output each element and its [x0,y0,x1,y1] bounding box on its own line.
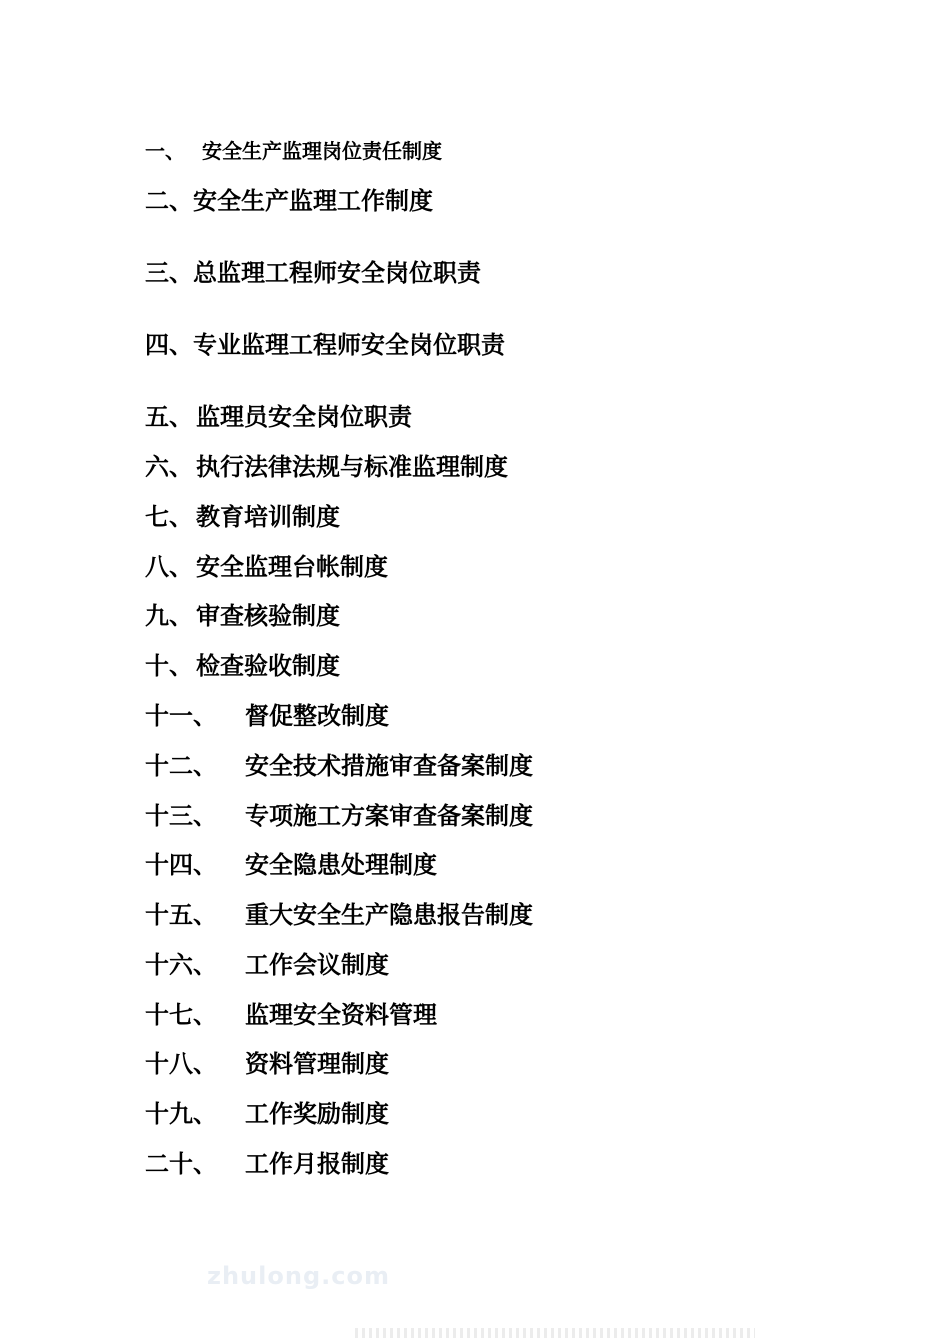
toc-item-title: 安全技术措施审查备案制度 [245,752,533,780]
toc-item-number: 十二、 [145,752,217,780]
toc-item-6 [145,452,508,482]
toc-item-20 [145,1149,389,1179]
toc-item-16 [145,950,389,980]
toc-item-number: 四、 [145,331,193,359]
toc-item-title: 安全生产监理工作制度 [193,187,433,215]
toc-item-number: 二十、 [145,1150,217,1178]
toc-item-10 [145,651,340,681]
toc-item-number: 十八、 [145,1050,217,1078]
toc-item-15 [145,900,533,930]
toc-item-title: 安全监理台帐制度 [196,553,388,581]
toc-item-title: 专项施工方案审查备案制度 [245,802,533,830]
toc-item-title: 监理安全资料管理 [245,1001,437,1029]
toc-item-number: 十四、 [145,851,217,879]
toc-item-5 [145,402,412,432]
toc-item-9 [145,601,340,631]
toc-item-number: 十、 [145,652,193,680]
toc-item-number: 九、 [145,602,193,630]
toc-item-12 [145,751,533,781]
toc-item-title: 执行法律法规与标准监理制度 [196,453,508,481]
toc-item-title: 资料管理制度 [245,1050,389,1078]
toc-item-title: 检查验收制度 [196,652,340,680]
toc-item-14 [145,850,437,880]
toc-item-number: 一、 [145,139,185,163]
toc-item-17 [145,1000,437,1030]
toc-item-number: 七、 [145,503,193,531]
toc-item-2 [145,186,433,216]
toc-item-1 [145,136,442,166]
toc-item-number: 十六、 [145,951,217,979]
toc-item-title: 总监理工程师安全岗位职责 [193,259,481,287]
toc-item-19 [145,1099,389,1129]
toc-item-title: 安全隐患处理制度 [245,851,437,879]
toc-item-number: 十三、 [145,802,217,830]
toc-item-title: 工作会议制度 [245,951,389,979]
toc-item-title: 工作月报制度 [245,1150,389,1178]
toc-item-8 [145,552,388,582]
toc-item-title: 工作奖励制度 [245,1100,389,1128]
toc-item-number: 十九、 [145,1100,217,1128]
toc-item-18 [145,1049,389,1079]
toc-item-number: 三、 [145,259,193,287]
toc-item-title: 督促整改制度 [245,702,389,730]
watermark: zhulong.com [207,1262,390,1290]
toc-item-11 [145,701,389,731]
toc-item-7 [145,502,340,532]
toc-item-number: 十五、 [145,901,217,929]
toc-item-number: 二、 [145,187,193,215]
toc-item-13 [145,801,533,831]
toc-item-number: 八、 [145,553,193,581]
toc-item-title: 审查核验制度 [196,602,340,630]
toc-item-3 [145,258,481,288]
toc-item-title: 教育培训制度 [196,503,340,531]
toc-item-title: 监理员安全岗位职责 [196,403,412,431]
toc-item-4 [145,330,505,360]
scan-artifact-strip [355,1328,755,1338]
toc-item-title: 专业监理工程师安全岗位职责 [193,331,505,359]
toc-item-number: 六、 [145,453,193,481]
toc-item-title: 重大安全生产隐患报告制度 [245,901,533,929]
toc-item-number: 五、 [145,403,193,431]
toc-item-number: 十一、 [145,702,217,730]
toc-item-title: 安全生产监理岗位责任制度 [202,139,442,163]
toc-item-number: 十七、 [145,1001,217,1029]
